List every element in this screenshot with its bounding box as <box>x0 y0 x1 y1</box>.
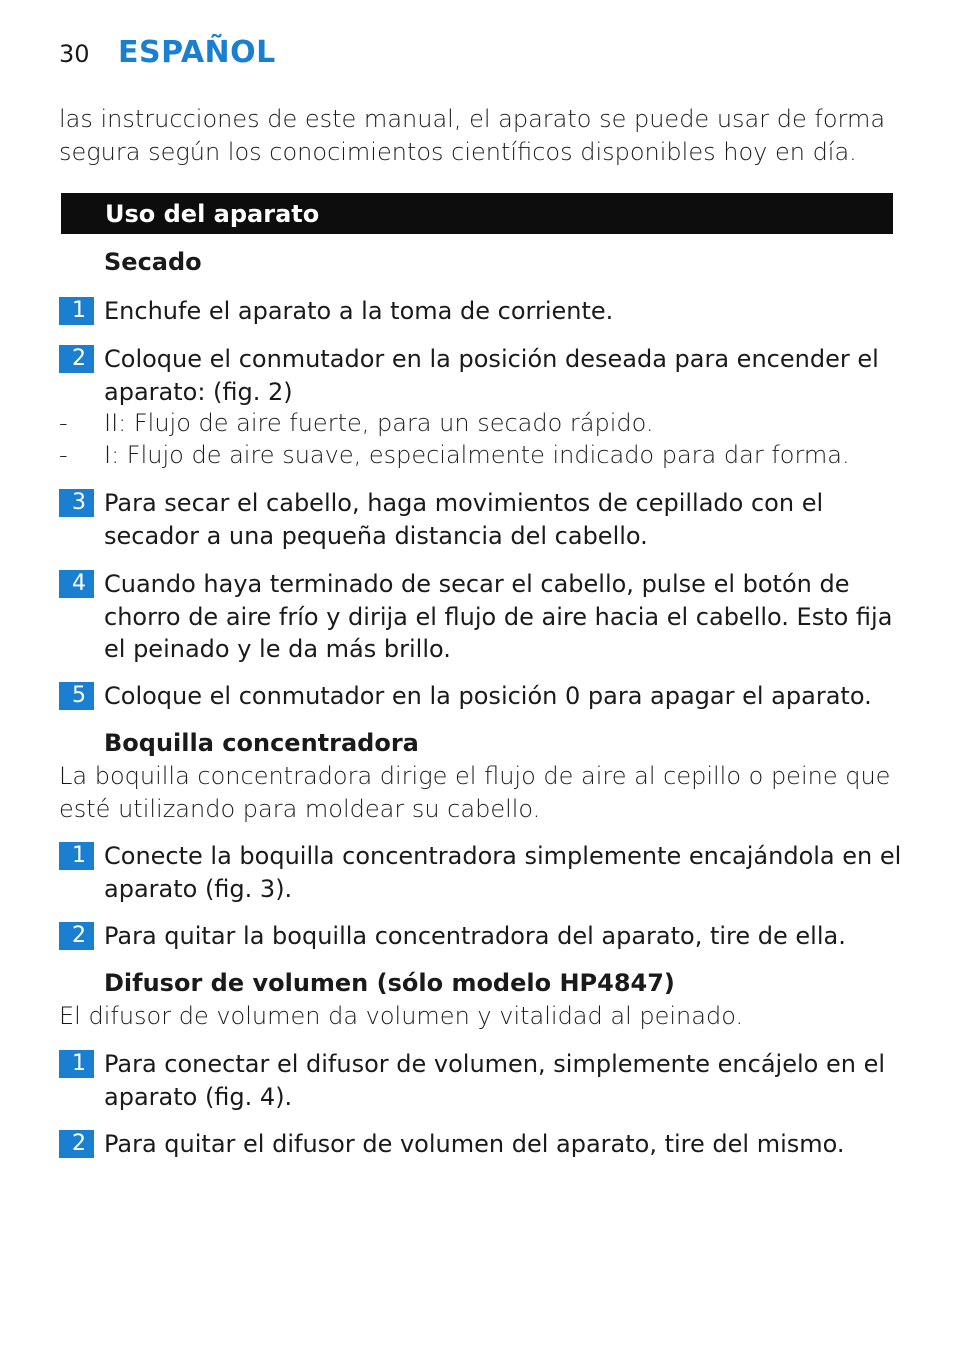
step-text: Cuando haya terminado de secar el cabello, pulse el botón de chorro de aire frío y dirija el flujo de aire hacia el cabello. Esto fija el peinado y le da más brillo. <box>104 570 893 663</box>
step-number-badge: 2 <box>59 345 94 373</box>
boquilla-heading: Boquilla concentradora <box>104 729 419 757</box>
page-number: 30 <box>59 40 90 68</box>
step-number-badge: 1 <box>59 297 94 325</box>
step-number-badge: 4 <box>59 570 94 598</box>
bullet-dash: - <box>59 441 68 469</box>
step-text: Para secar el cabello, haga movimientos de cepillado con el secador a una pequeña distancia del cabello. <box>104 489 824 550</box>
step-number-badge: 1 <box>59 1050 94 1078</box>
bullet-text: II: Flujo de aire fuerte, para un secado rápido. <box>104 409 654 437</box>
bullet-text: I: Flujo de aire suave, especialmente indicado para dar forma. <box>104 441 850 469</box>
intro-paragraph: las instrucciones de este manual, el aparato se puede usar de forma segura según los conocimientos científicos disponibles hoy en día. <box>59 105 886 166</box>
section-bar <box>61 193 893 234</box>
step-text: Para quitar el difusor de volumen del aparato, tire del mismo. <box>104 1130 845 1158</box>
section-title: Uso del aparato <box>105 200 320 228</box>
step-text: Para conectar el difusor de volumen, simplemente encájelo en el aparato (fig. 4). <box>104 1050 885 1111</box>
step-number-badge: 2 <box>59 922 94 950</box>
language-title: ESPAÑOL <box>118 35 276 70</box>
step-text: Enchufe el aparato a la toma de corriente. <box>104 297 614 325</box>
step-text: Coloque el conmutador en la posición deseada para encender el aparato: (fig. 2) <box>104 345 879 406</box>
step-number-badge: 5 <box>59 682 94 710</box>
secado-heading: Secado <box>104 248 202 276</box>
step-number-badge: 3 <box>59 489 94 517</box>
difusor-description: El difusor de volumen da volumen y vitalidad al peinado. <box>59 1002 744 1030</box>
step-text: Coloque el conmutador en la posición 0 para apagar el aparato. <box>104 682 872 710</box>
step-text: Conecte la boquilla concentradora simplemente encajándola en el aparato (fig. 3). <box>104 842 902 903</box>
step-number-badge: 2 <box>59 1130 94 1158</box>
step-number-badge: 1 <box>59 842 94 870</box>
boquilla-description: La boquilla concentradora dirige el flujo de aire al cepillo o peine que esté utilizando para moldear su cabello. <box>59 762 891 823</box>
difusor-heading: Difusor de volumen (sólo modelo HP4847) <box>104 969 675 997</box>
bullet-dash: - <box>59 409 68 437</box>
step-text: Para quitar la boquilla concentradora del aparato, tire de ella. <box>104 922 846 950</box>
